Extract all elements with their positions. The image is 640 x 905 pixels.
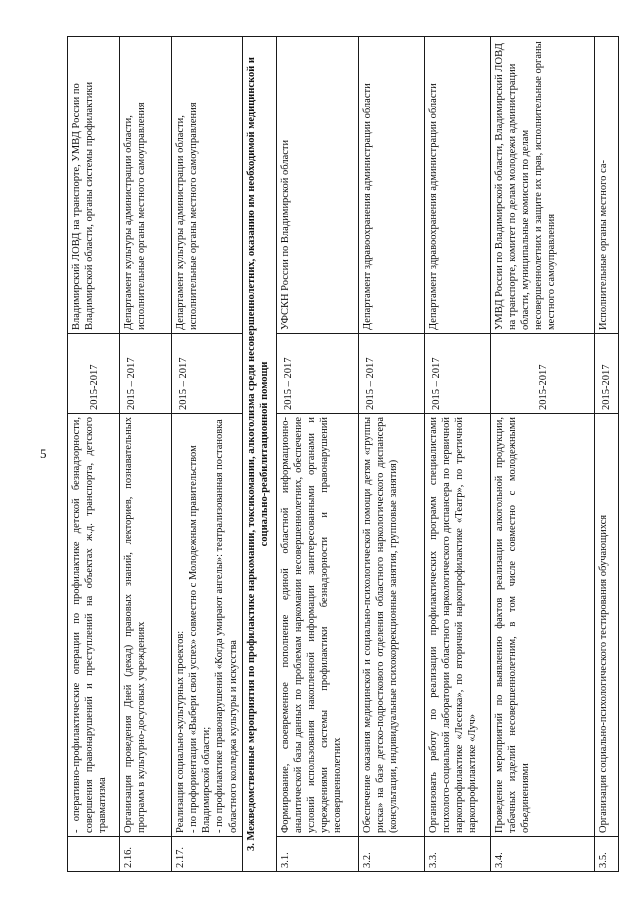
table-row (594, 37, 618, 872)
activity-cell: Организация проведения Дней (декад) правовых знаний, лекториев, познавательных программ в культурно-досуговых учреждениях (120, 414, 172, 837)
activity-cell: Формирование, своевременное пополнение единой областной информационно-аналитической базы данных по проблемам наркомании несовершеннолетних, обеспечение условий использования накопленной информации заинтересованными органами и учреждениями системы профилактики безнадзорности и правонарушений несовершеннолетних (276, 414, 358, 837)
rotated-page-content (67, 37, 622, 872)
table-row (120, 37, 172, 872)
executors-cell: Департамент культуры администрации области, исполнительные органы местного самоуправления (120, 37, 172, 334)
period-cell: 2015 – 2017 (358, 334, 424, 414)
executors-cell: УФСКН России по Владимирской области (276, 37, 358, 334)
executors-cell: Владимирский ЛОВД на транспорте, УМВД России по Владимирской области, органы системы профилактики (68, 37, 120, 334)
section-header-row (242, 37, 276, 872)
table-row (276, 37, 358, 872)
period-cell: 2015-2017 (68, 334, 120, 414)
row-number: 2.17. (172, 837, 243, 872)
table-row (490, 37, 594, 872)
table-row (358, 37, 424, 872)
period-cell: 2015 – 2017 (276, 334, 358, 414)
row-number: 3.1. (276, 837, 358, 872)
period-cell: 2015 – 2017 (424, 334, 490, 414)
executors-cell: Департамент культуры администрации области, исполнительные органы местного самоуправления (172, 37, 243, 334)
row-number (68, 837, 120, 872)
period-cell: 2015-2017 (594, 334, 618, 414)
row-number: 3.3. (424, 837, 490, 872)
activity-cell: Организовать работу по реализации профилактических программ специалистами психолого-социальной лаборатории областного наркологического диспансера по первичной наркопрофилактике «Лесенка», по вторичной наркопрофилактике «Театр», по третичной наркопрофилактике «Луч» (424, 414, 490, 837)
table-row (68, 37, 120, 872)
table-row (424, 37, 490, 872)
activity-cell: Обеспечение оказания медицинской и социально-психологической помощи детям «группы риска» на базе детско-подросткового отделения областного наркологического диспансера (консультации, индивидуальные психокоррекционные занятия, групповые занятия) (358, 414, 424, 837)
activity-cell: Проведение мероприятий по выявлению фактов реализации алкогольной продукции, табачных изделий несовершеннолетним, в том числе совместно с молодежными объединениями (490, 414, 594, 837)
activity-cell: Реализация социально-культурных проектов: - по профориентации «Выбери свой успех» совместно с Молодежным правительством Владимирской области; - по профилактике правонарушений «Когда умирают ангелы»: театрализованная постановка областного колледжа культуры и искусства (172, 414, 243, 837)
activities-table (67, 36, 619, 872)
row-number: 3.4. (490, 837, 594, 872)
page-number: 5 (40, 446, 47, 461)
period-cell: 2015 – 2017 (172, 334, 243, 414)
row-number: 3.2. (358, 837, 424, 872)
activity-cell: - оперативно-профилактические операции по профилактике детской безнадзорности, совершения правонарушений и преступлений на объектах ж.д. транспорта, детского травматизма (68, 414, 120, 837)
period-cell: 2015 – 2017 (120, 334, 172, 414)
section-title: 3. Межведомственные мероприятия по профилактике наркомании, токсикомании, алкоголизма среди несовершеннолетних, оказанию им необходимой медицинской и социально-реабилитационной помощи (242, 37, 276, 872)
executors-cell: Департамент здравоохранения администрации области (358, 37, 424, 334)
executors-cell: УМВД России по Владимирской области, Владимирский ЛОВД на транспорте, комитет по делам молодежи администрации области, муниципальные комиссии по делам несовершеннолетних и защите их прав, исполнительные органы местного самоуправления (490, 37, 594, 334)
table-row (172, 37, 243, 872)
period-cell: 2015-2017 (490, 334, 594, 414)
executors-cell: Исполнительные органы местного са- (594, 37, 618, 334)
activity-cell: Организация социально-психологического тестирования обучающихся (594, 414, 618, 837)
row-number: 2.16. (120, 837, 172, 872)
executors-cell: Департамент здравоохранения администрации области (424, 37, 490, 334)
row-number: 3.5. (594, 837, 618, 872)
